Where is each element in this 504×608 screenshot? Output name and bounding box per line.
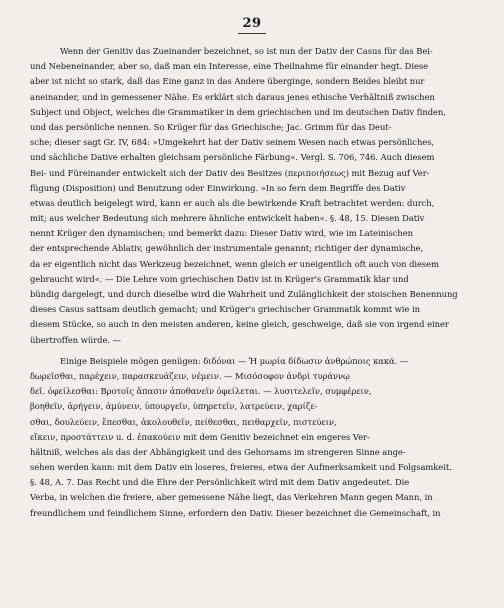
paragraph-2: [30, 354, 484, 521]
paragraph-1: [30, 44, 484, 348]
text-line: [30, 120, 484, 135]
text-line-content: etwas deutlich beigelegt wird, kann er auch als die bewirkende Kraft betrachtet werden: durch,: [30, 197, 435, 208]
text-line-content: der entsprechende Ablativ, gewöhnlich der instrumentale genannt; richtiger der dynamische,: [30, 243, 424, 254]
text-line: [30, 74, 484, 89]
text-line-content: übertroffen würde. —: [30, 334, 121, 345]
text-line: [30, 354, 484, 369]
text-line-content: aneinander, und in gemessener Nähe. Es erklärt sich daraus jenes ethische Verhältniß zwischen: [30, 91, 435, 102]
text-line-content: freundlichem und feindlichem Sinne, erfordern den Dativ. Dieser bezeichnet die Gemeinschaft, in: [30, 507, 441, 518]
text-line-content: fügung (Disposition) und Benutzung oder Einwirkung. »In so fern dem Begriffe des Dativ: [30, 182, 406, 193]
text-line: [30, 415, 484, 430]
text-line: [30, 135, 484, 150]
text-line: [30, 460, 484, 475]
text-line-content: gebraucht wird«. — Die Lehre vom griechischen Dativ ist in Krüger's Grammatik klar und: [30, 273, 409, 284]
text-line: [30, 430, 484, 445]
text-line: [30, 226, 484, 241]
text-line: [30, 333, 484, 348]
text-line-content: dieses Casus sattsam deutlich gemacht; und Krüger's griechischer Grammatik kommt wie in: [30, 304, 420, 315]
text-line-content: Subject und Object, welches die Grammatiker in dem griechischen und im deutschen Dativ finden,: [30, 106, 446, 117]
text-line: [30, 475, 484, 490]
text-line: [30, 150, 484, 165]
text-line: [30, 211, 484, 226]
text-line-content: und Nebeneinander, aber so, daß man ein Interesse, eine Theilnahme für einander hegt. Diese: [30, 61, 429, 72]
text-line: [30, 369, 484, 384]
page-number: 29: [242, 16, 262, 31]
text-line: [30, 241, 484, 256]
text-line-content: Wenn der Genitiv das Zueinander bezeichnet, so ist nun der Dativ der Casus für das Bei-: [60, 46, 433, 56]
text-line-content: Einige Beispiele mögen genügen: διδόναι — Ἡ μωρία δίδωσιν ἀνθρώποις κακά. —: [60, 355, 409, 366]
header-rule: [238, 33, 266, 34]
text-line: [30, 445, 484, 460]
text-line-content: hältniß, welches als das der Abhängigkeit und des Gehorsams im strengeren Sinne ange-: [30, 446, 406, 457]
text-line-content: nennt Krüger den dynamischen; und bemerkt dazu: Dieser Dativ wird, wie im Lateinischen: [30, 228, 414, 239]
text-line: [30, 90, 484, 105]
text-line-content: und sächliche Dative erhalten gleichsam persönliche Färbung«. Vergl. S. 706, 746. Auch diesem: [30, 152, 435, 163]
text-line-content: σθαι, δουλεύειν, ἕπεσθαι, ἀκολουθεῖν, πείθεσθαι, πειθαρχεῖν, πιστεύειν,: [30, 416, 337, 427]
text-line-content: εἴκειν, προστάττειν u. d. ἐπακούειν mit dem Genitiv bezeichnet ein engeres Ver-: [30, 431, 370, 442]
text-line: [30, 181, 484, 196]
text-line: [30, 506, 484, 521]
text-line: [30, 59, 484, 74]
text-line-content: diesem Stücke, so auch in den meisten anderen, keine gleich, geschweige, daß sie von irgend einer: [30, 319, 449, 330]
text-line: [30, 105, 484, 120]
text-line-content: δωρεῖσθαι, παρέχειν, παρασκευάζειν, νέμειν. — Μισόσοφον ἀνδρὶ τυράννῳ: [30, 370, 350, 381]
text-line: [30, 44, 484, 59]
text-line: [30, 287, 484, 302]
text-line-content: Bei- und Füreinander entwickelt sich der Dativ des Besitzes (περιποιήσεως) mit Bezug auf Ver-: [30, 167, 430, 178]
text-line-content: da er eigentlich nicht das Werkzeug bezeichnet, wenn gleich er uneigentlich oft auch von diesem: [30, 258, 439, 269]
text-line-content: δεῖ. ὀφείλεσθαι: Βροτοῖς ἅπασιν ἀποθανεῖν ὀφείλεται. — λυσιτελεῖν, συμφέρειν,: [30, 386, 372, 397]
text-line: [30, 166, 484, 181]
text-line-content: bündig dargelegt, und durch dieselbe wird die Wahrheit und Zulänglichkeit der stoischen Benennung: [30, 289, 458, 299]
text-line-content: sehen werden kann: mit dem Dativ ein loseres, freieres, etwa der Aufmerksamkeit und Folgsamkeit.: [30, 462, 452, 473]
text-line-content: aber ist nicht so stark, daß das Eine ganz in das Andere überginge, sondern Beides bleibt nur: [30, 76, 425, 87]
text-line: [30, 196, 484, 211]
text-line-content: sche; dieser sagt Gr. IV, 684: »Umgekehrt hat der Dativ seinem Wesen nach etwas persönliches,: [30, 137, 435, 148]
text-line: [30, 302, 484, 317]
text-line-content: βοηθεῖν, ἀρήγειν, ἀμύνειν, ὑπουργεῖν, ὑπηρετεῖν, λατρεύειν, χαρίζε-: [30, 401, 318, 412]
text-line: [30, 399, 484, 414]
text-line-content: §. 48, A. 7. Das Recht und die Ehre der Persönlichkeit wird mit dem Dativ angedeutet. Die: [30, 477, 410, 488]
text-line: [30, 384, 484, 399]
text-line-content: mit; aus welcher Bedeutung sich mehrere ähnliche entwickelt haben«. §. 48, 15. Diesen Dativ: [30, 213, 425, 224]
text-line: [30, 257, 484, 272]
text-line-content: und das persönliche nennen. So Krüger für das Griechische; Jac. Grimm für das Deut-: [30, 121, 392, 132]
text-line: [30, 272, 484, 287]
text-line: [30, 317, 484, 332]
text-line-content: Verba, in welchen die freiere, aber gemessene Nähe liegt, das Verkehren Mann gegen Mann, in: [30, 492, 433, 503]
text-line: [30, 490, 484, 505]
